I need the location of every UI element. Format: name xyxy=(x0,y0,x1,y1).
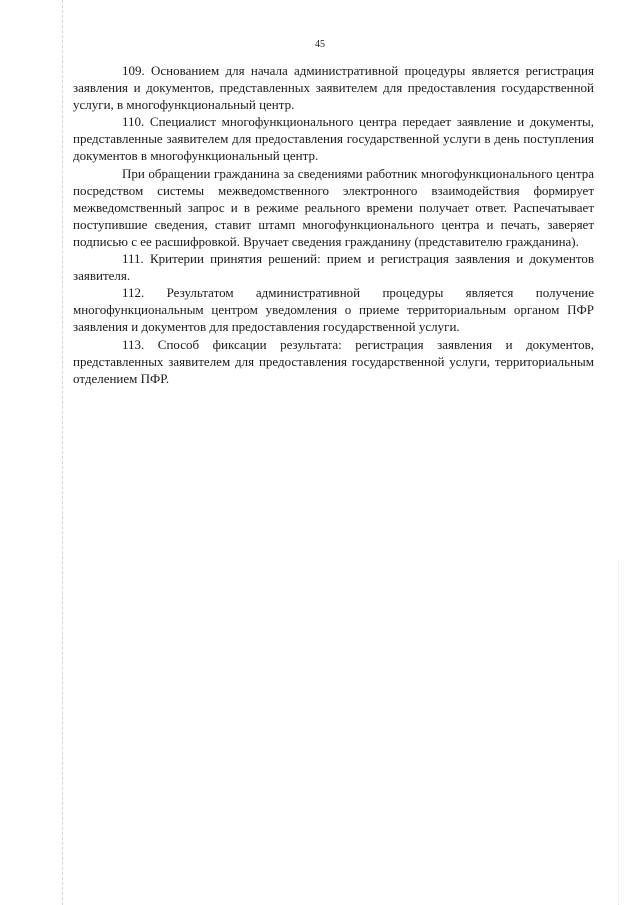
page-number: 45 xyxy=(315,39,325,50)
paragraph-111: 111. Критерии принятия решений: прием и регистрация заявления и документов заявителя. xyxy=(73,251,594,284)
paragraph-112: 112. Результатом административной процедуры является получение многофункциональным центром уведомления о приеме территориальным органом ПФР заявления и документов для предоставления государственной услуги. xyxy=(73,285,594,335)
paragraph-110: 110. Специалист многофункционального центра передает заявление и документы, представленные заявителем для предоставления государственной услуги в день поступления документов в многофункциональный центр. xyxy=(73,114,594,164)
scan-artifact-line xyxy=(618,560,619,905)
scan-margin-line xyxy=(62,0,63,905)
paragraph-113: 113. Способ фиксации результата: регистрация заявления и документов, представленных заявителем для предоставления государственной услуги, территориальным отделением ПФР. xyxy=(73,336,594,386)
document-body xyxy=(73,62,594,387)
paragraph-109: 109. Основанием для начала административной процедуры является регистрация заявления и документов, представленных заявителем для предоставления государственной услуги, в многофункциональный центр. xyxy=(73,63,594,113)
paragraph-citizen-request: При обращении гражданина за сведениями работник многофункционального центра посредством системы межведомственного электронного взаимодействия формирует межведомственный запрос и в режиме реального времени получает ответ. Распечатывает поступившие сведения, ставит штамп многофункционального центра и печать, заверяет подписью с ее расшифровкой. Вручает сведения гражданину (представителю гражданина). xyxy=(73,165,594,249)
